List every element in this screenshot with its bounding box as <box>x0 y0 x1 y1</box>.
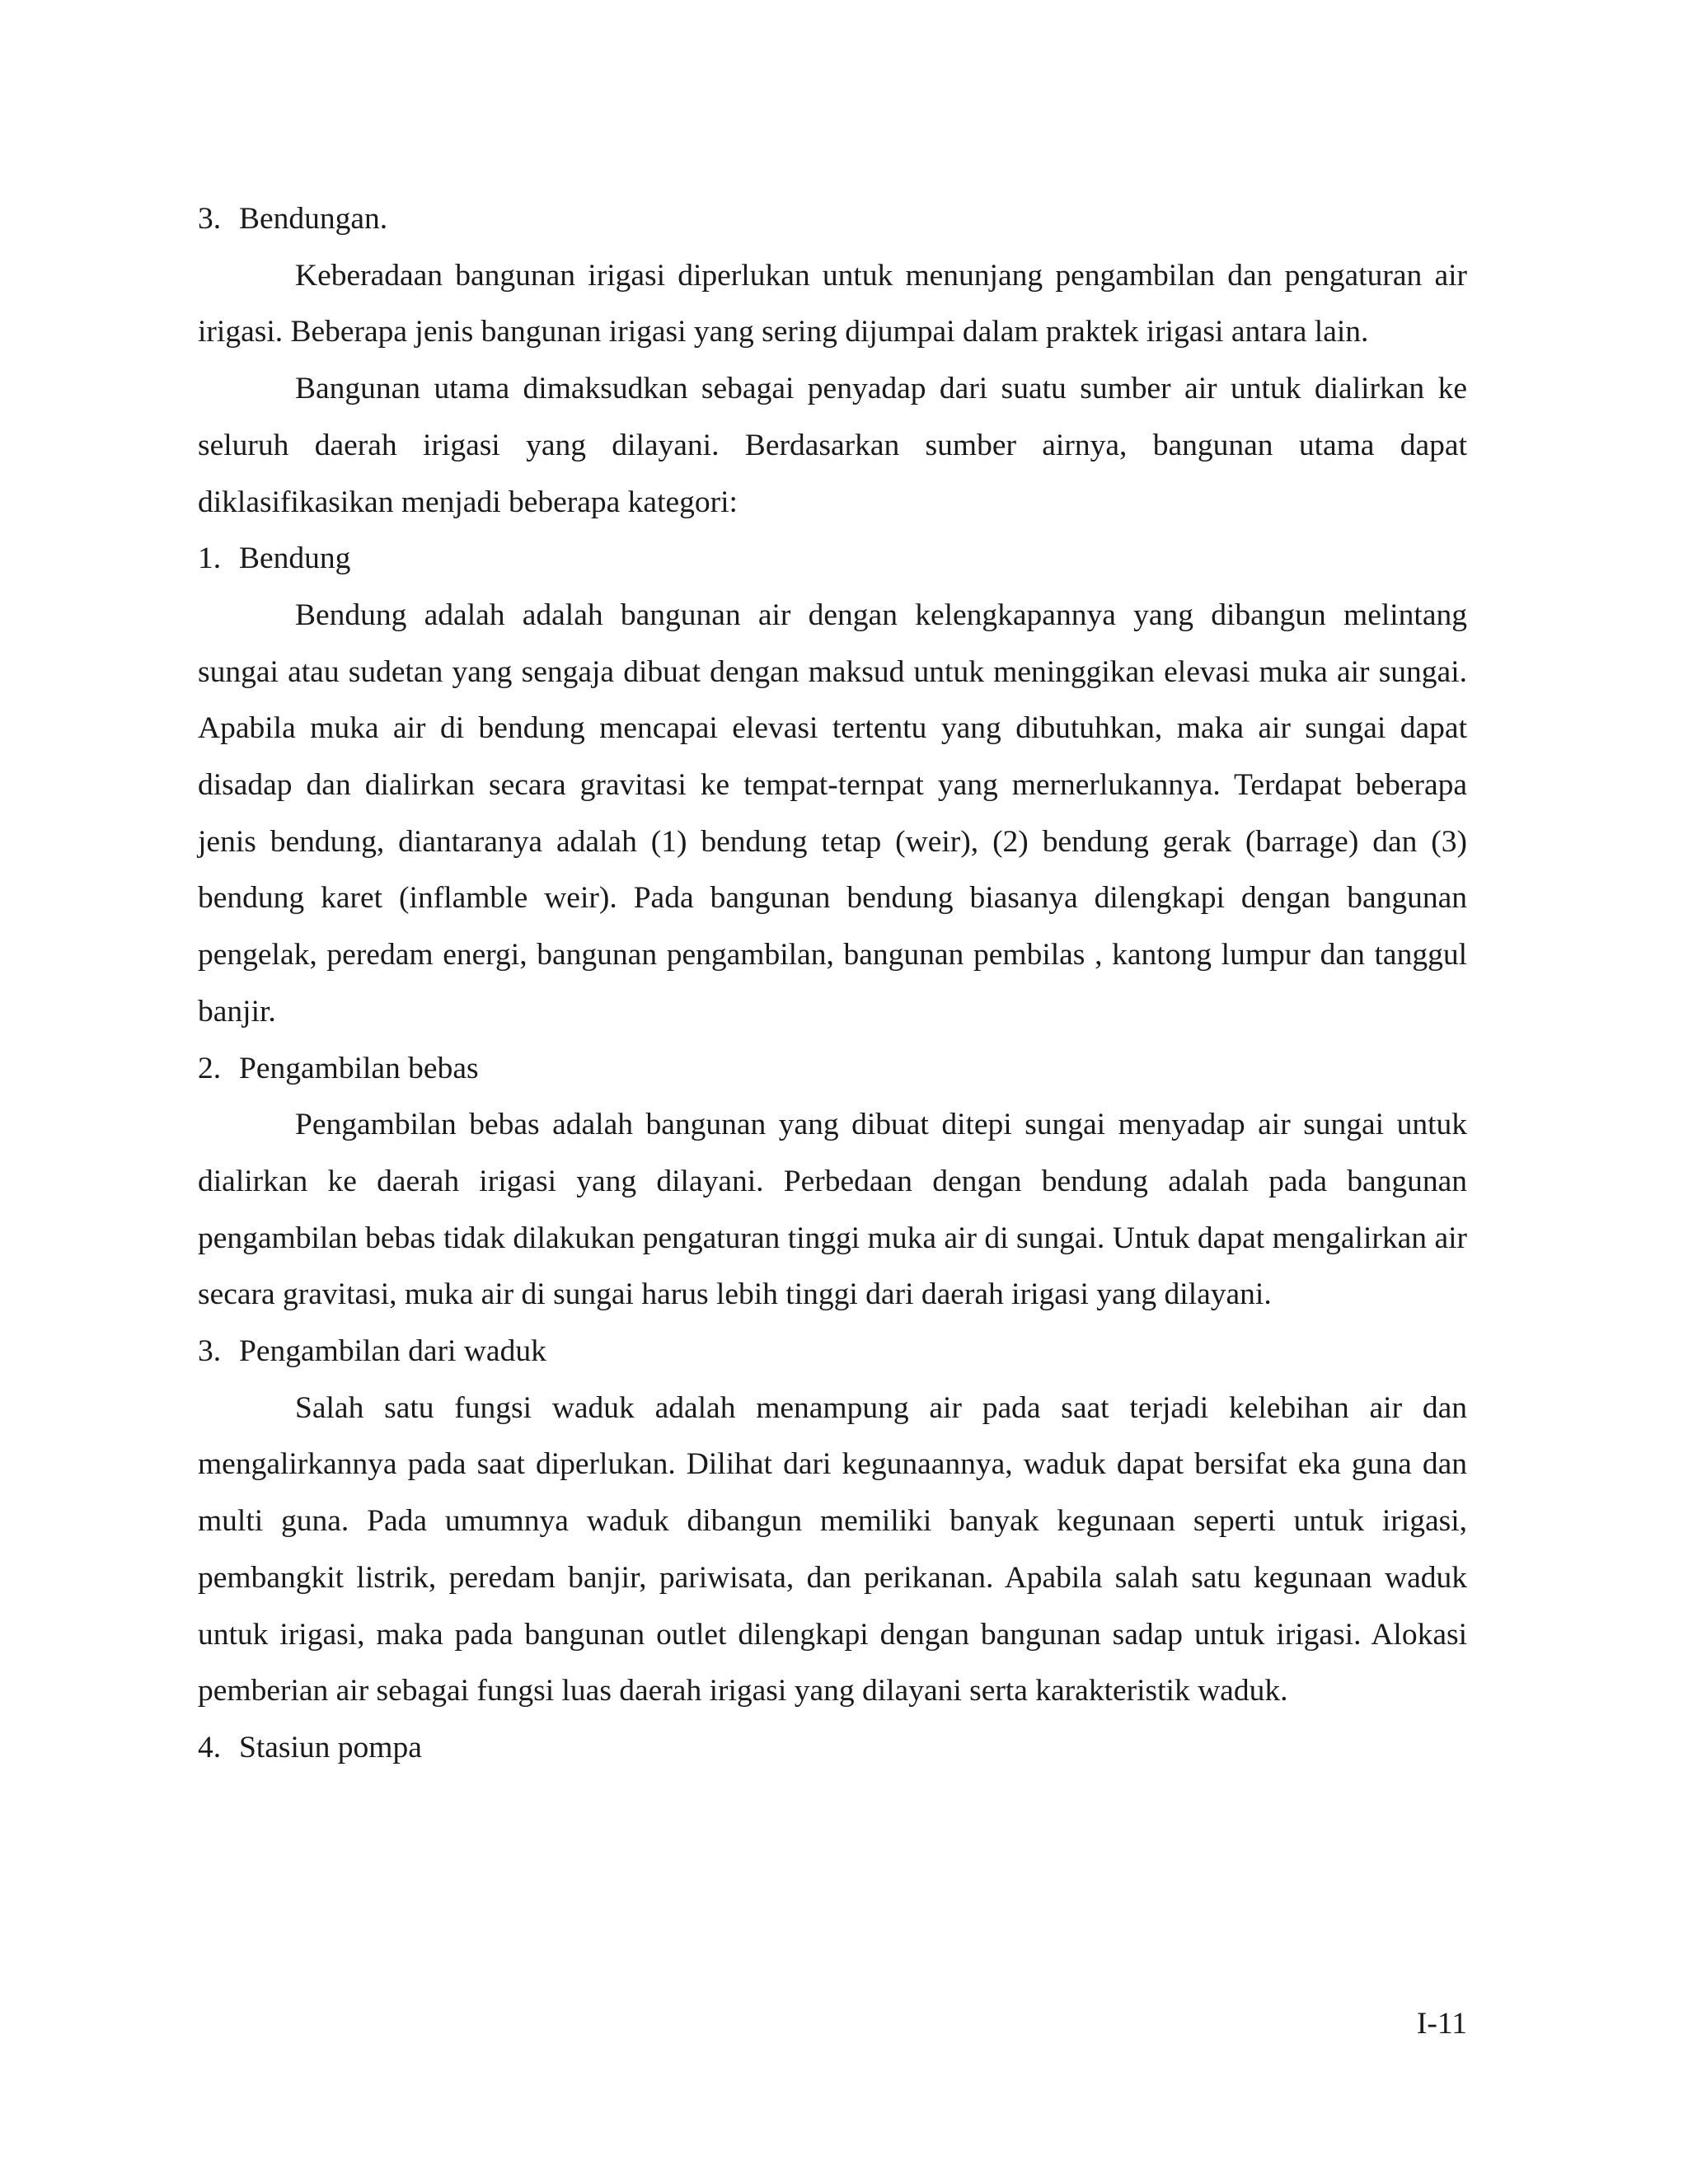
paragraph-pengambilan-bebas: Pengambilan bebas adalah bangunan yang dibuat ditepi sungai menyadap air sungai untuk dialirkan ke daerah irigasi yang dilayani. Perbedaan dengan bendung adalah pada bangunan pengambilan bebas tidak dilakukan pengaturan tinggi muka air di sungai. Untuk dapat mengalirkan air secara gravitasi, muka air di sungai harus lebih tinggi dari daerah irigasi yang dilayani. <box>198 1108 1467 1312</box>
paragraph-bangunan-irigasi: Keberadaan bangunan irigasi diperlukan untuk menunjang pengambilan dan pengaturan air irigasi. Beberapa jenis bangunan irigasi yang sering dijumpai dalam praktek irigasi antara lain. <box>198 258 1467 349</box>
list-number: 1. <box>198 541 222 576</box>
list-heading-text: Pengambilan bebas <box>239 1051 479 1085</box>
list-number: 4. <box>198 1730 222 1765</box>
list-heading-pengambilan-waduk <box>198 1324 1467 1380</box>
list-heading-text: Bendung <box>239 541 351 576</box>
list-heading-text: Pengambilan dari waduk <box>239 1334 546 1369</box>
page-number: I-11 <box>1416 2007 1467 2041</box>
heading-text: Bendungan. <box>239 202 388 236</box>
heading-number: 3. <box>198 202 222 236</box>
paragraph-bangunan-utama: Bangunan utama dimaksudkan sebagai penyadap dari suatu sumber air untuk dialirkan ke seluruh daerah irigasi yang dilayani. Berdasarkan sumber airnya, bangunan utama dapat diklasifikasikan menjadi beberapa kategori: <box>198 372 1467 519</box>
list-heading-pengambilan-bebas <box>198 1041 1467 1098</box>
document-body <box>198 191 1467 1777</box>
paragraph-pengambilan-waduk: Salah satu fungsi waduk adalah menampung air pada saat terjadi kelebihan air dan mengalirkannya pada saat diperlukan. Dilihat dari kegunaannya, waduk dapat bersifat eka guna dan multi guna. Pada umumnya waduk dibangun memiliki banyak kegunaan seperti untuk irigasi, pembangkit listrik, peredam banjir, pariwisata, dan perikanan. Apabila salah satu kegunaan waduk untuk irigasi, maka pada bangunan outlet dilengkapi dengan bangunan sadap untuk irigasi. Alokasi pemberian air sebagai fungsi luas daerah irigasi yang dilayani serta karakteristik waduk. <box>198 1390 1467 1708</box>
list-heading-text: Stasiun pompa <box>239 1730 422 1765</box>
list-heading-stasiun-pompa <box>198 1720 1467 1777</box>
section-heading-bendungan <box>198 191 1467 248</box>
list-number: 3. <box>198 1334 222 1369</box>
paragraph-bendung: Bendung adalah adalah bangunan air dengan kelengkapannya yang dibangun melintang sungai atau sudetan yang sengaja dibuat dengan maksud untuk meninggikan elevasi muka air sungai. Apabila muka air di bendung mencapai elevasi tertentu yang dibutuhkan, maka air sungai dapat disadap dan dialirkan secara gravitasi ke tempat-ternpat yang mernerlukannya. Terdapat beberapa jenis bendung, diantaranya adalah (1) bendung tetap (weir), (2) bendung gerak (barrage) dan (3) bendung karet (inflamble weir). Pada bangunan bendung biasanya dilengkapi dengan bangunan pengelak, peredam energi, bangunan pengambilan, bangunan pembilas , kantong lumpur dan tanggul banjir. <box>198 598 1467 1029</box>
list-heading-bendung <box>198 531 1467 588</box>
list-number: 2. <box>198 1051 222 1085</box>
